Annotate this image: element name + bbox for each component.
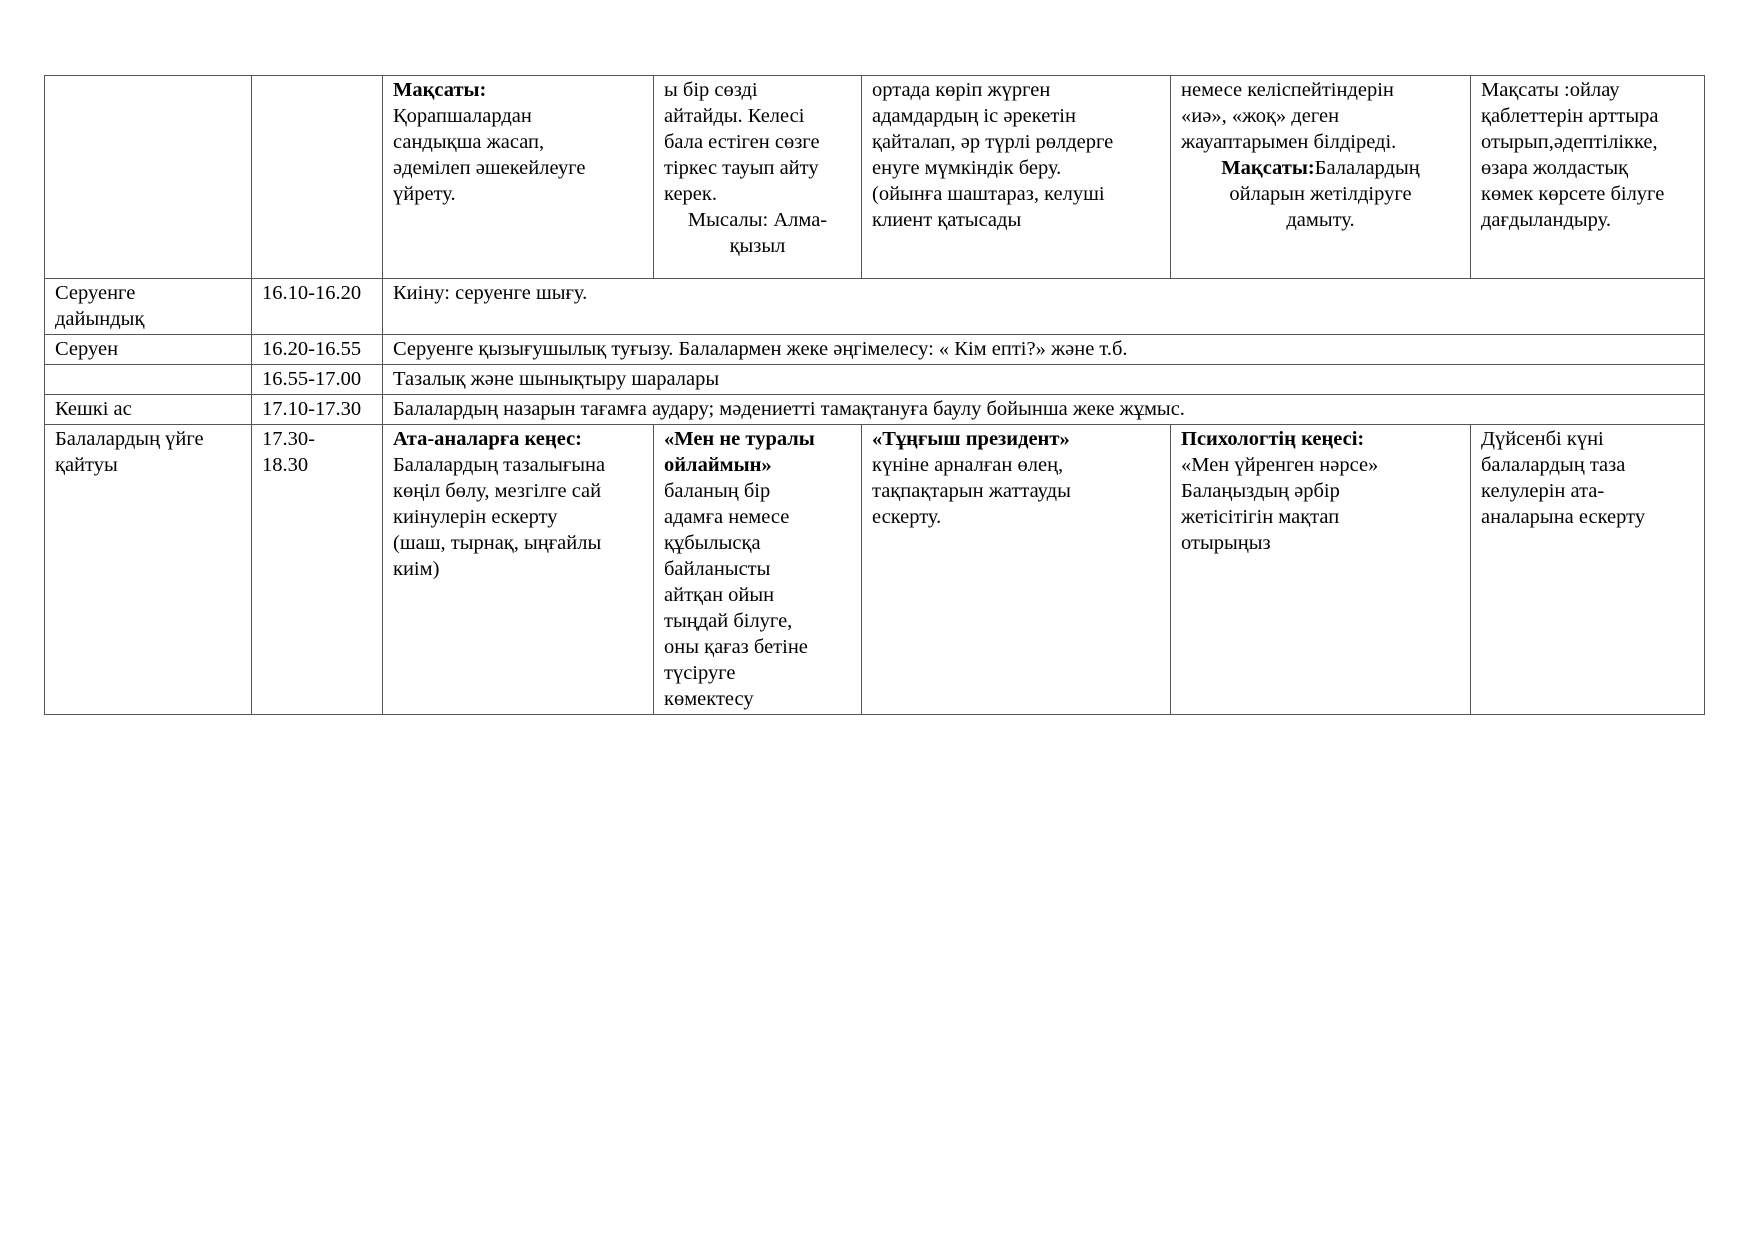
game-text: ы бір сөзді айтайды. Келесі бала естіген сөзге тіркес тауып айту керек. bbox=[664, 79, 820, 205]
cell-activity-goal bbox=[1471, 76, 1705, 279]
row-text: Тазалық және шынықтыру шаралары bbox=[383, 365, 1705, 395]
psychologist-text: «Мен үйренген нәрсе» Балаңыздың әрбір жетісітігін мақтап отырыңыз bbox=[1181, 454, 1379, 554]
cell-activity-role-play bbox=[862, 76, 1171, 279]
advice-title: Ата-аналарға кеңес: bbox=[393, 428, 582, 450]
cell-activity-word-game bbox=[654, 76, 862, 279]
cell-psychologist-advice bbox=[1171, 425, 1471, 715]
cell-empty bbox=[45, 76, 252, 279]
table-row bbox=[45, 335, 1705, 365]
daily-plan-table bbox=[44, 75, 1705, 715]
cell-monday-reminder bbox=[1471, 425, 1705, 715]
row-label: Серуен bbox=[45, 335, 252, 365]
president-text: күніне арналған өлең, тақпақтарын жаттауды ескерту. bbox=[872, 454, 1071, 528]
row-label: Балалардың үйге қайтуы bbox=[45, 425, 252, 715]
row-label: Серуенге дайындық bbox=[45, 279, 252, 335]
row-label: Кешкі ас bbox=[45, 395, 252, 425]
cell-president-day bbox=[862, 425, 1171, 715]
row-time: 17.10-17.30 bbox=[252, 395, 383, 425]
goal-line: Мақсаты:Балалардың bbox=[1221, 157, 1420, 179]
goal-title: Мақсаты: bbox=[393, 79, 487, 101]
yes-no-text: немесе келіспейтіндерін «иә», «жоқ» деген жауаптарымен білдіреді. bbox=[1181, 79, 1397, 153]
cell-empty bbox=[252, 76, 383, 279]
cell-activity-yes-no bbox=[1171, 76, 1471, 279]
psychologist-title: Психологтің кеңесі: bbox=[1181, 428, 1365, 450]
reminder-text: Дүйсенбі күні балалардың таза келулерін ата- аналарына ескерту bbox=[1481, 428, 1646, 528]
row-text: Балалардың назарын тағамға аудару; мәдениетті тамақтануға баулу бойынша жеке жұмыс. bbox=[383, 395, 1705, 425]
row-time: 17.30- 18.30 bbox=[252, 425, 383, 715]
table-row bbox=[45, 365, 1705, 395]
cell-thinking-game bbox=[654, 425, 862, 715]
table-row-continuation bbox=[45, 76, 1705, 279]
row-time: 16.20-16.55 bbox=[252, 335, 383, 365]
row-label bbox=[45, 365, 252, 395]
table-row bbox=[45, 395, 1705, 425]
goal-label: Мақсаты: bbox=[1221, 157, 1315, 179]
cell-parent-advice bbox=[383, 425, 654, 715]
game-text: баланың бір адамға немесе құбылысқа байланысты айтқан ойын тыңдай білуге, оны қағаз бетіне түсіруге көмектесу bbox=[664, 480, 808, 710]
table-row bbox=[45, 279, 1705, 335]
goal-continuation: ойларын жетілдіруге дамыту. bbox=[1229, 183, 1412, 231]
advice-text: Балалардың тазалығына көңіл бөлу, мезгілге сай киінулерін ескерту (шаш, тырнақ, ыңғайлы киім) bbox=[393, 454, 606, 580]
game-title: «Мен не туралы ойлаймын» bbox=[664, 428, 815, 476]
role-play-text: ортада көріп жүрген адамдардың іс әрекетін қайталап, әр түрлі рөлдерге енуге мүмкіндік беру. (ойынға шаштараз, келуші клиент қатысады bbox=[872, 79, 1114, 231]
goal-text: Мақсаты :ойлау қаблеттерін арттыра отырып,әдептілікке, өзара жолдастық көмек көрсете білуге дағдыландыру. bbox=[1481, 79, 1665, 231]
row-text: Серуенге қызығушылық туғызу. Балалармен жеке әңгімелесу: « Кім епті?» және т.б. bbox=[383, 335, 1705, 365]
row-time: 16.10-16.20 bbox=[252, 279, 383, 335]
row-time: 16.55-17.00 bbox=[252, 365, 383, 395]
row-text: Киіну: серуенге шығу. bbox=[383, 279, 1705, 335]
example-text: Мысалы: Алма- қызыл bbox=[687, 209, 828, 257]
goal-text: Қорапшалардан сандықша жасап, әдемілеп әшекейлеуге үйрету. bbox=[393, 105, 586, 205]
president-title: «Тұңғыш президент» bbox=[872, 428, 1070, 450]
cell-activity-craft bbox=[383, 76, 654, 279]
table-row-going-home bbox=[45, 425, 1705, 715]
